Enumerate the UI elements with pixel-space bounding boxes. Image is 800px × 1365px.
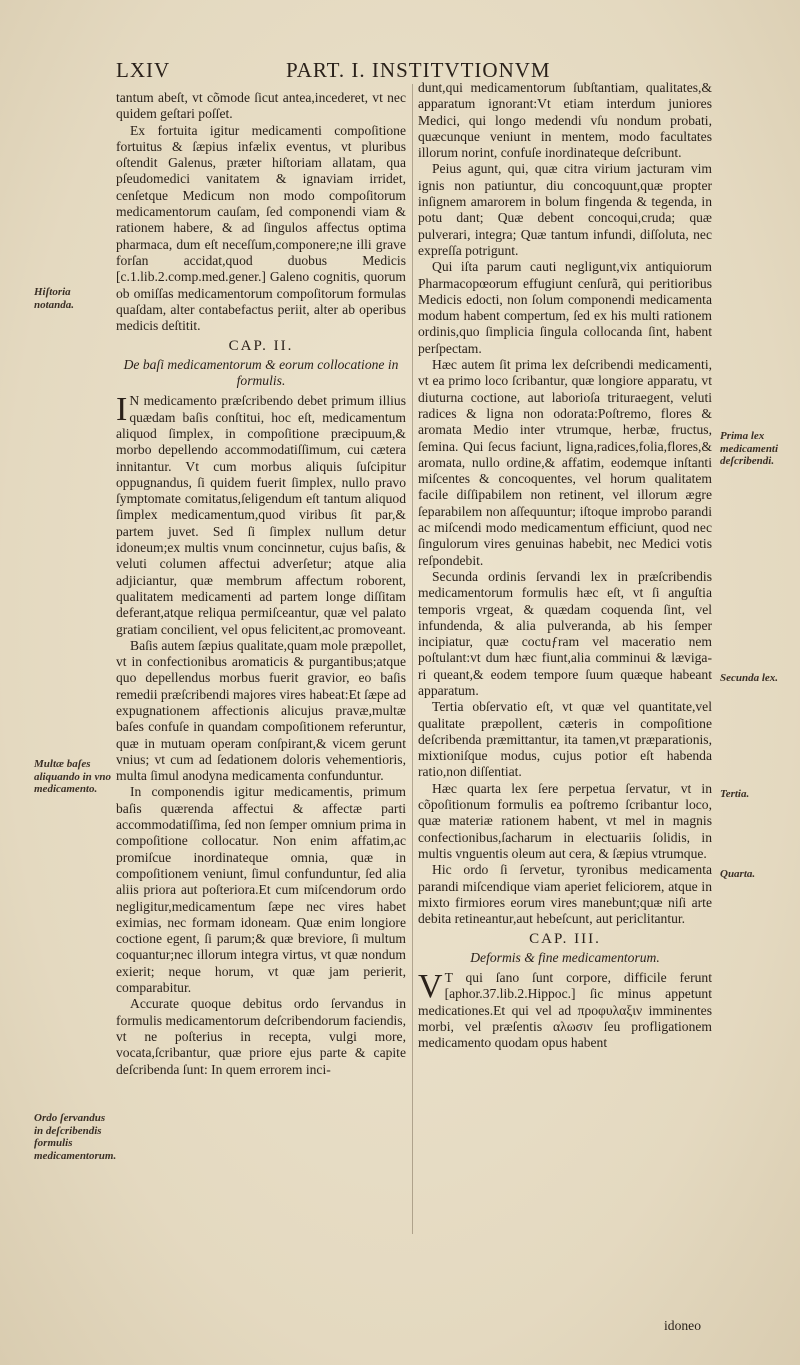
drop-capital: V [418,968,443,1006]
chapter-title: De baſi medicamentorum & eorum collocatione in formulis. [123,356,399,389]
chapter-heading: CAP. III. [529,931,601,948]
paragraph: Accurate quoque debitus ordo ſervandus in formulis medicamentorum deſcribendorum faciendis, vt ne poſterius in recepta, vulgi more, vocata,ſcribantur, quæ priore ejus parte & capite deſcribenda ſunt: In quem errorem inci- [116,996,406,1077]
margin-note-multae-bases: Multæ baſes aliquando in vno medicamento. [34,758,112,795]
paragraph: tantum abeſt, vt cõmode ſicut antea,incederet, vt nec quidem geſtari poſſet. [116,90,406,122]
margin-note-ordo: Ordo ſervandus in deſcribendis formulis medicamentorum. [34,1112,117,1162]
paragraph: Hic ordo ſi ſervetur, tyronibus medicamenta parandi miſcendique viam aperiet feliciorem, atque in mixto firmiores eorum vires manebunt;quæ niſi arte debita retineantur,aut hebeſcunt, aut periclitantur. [418,862,712,927]
catchword: idoneo [664,1318,701,1333]
column-divider [412,84,413,1234]
margin-note-prima-lex: Prima lex medicamenti deſcribendi. [720,430,779,467]
paragraph: Baſis autem ſæpius qualitate,quam mole præpollet, vt in confectionibus aromaticis & purgantibus;atque quo depellendus morbus fuerit gravior, eo baſis remedii præſcribendi majores vires habeat:Et ſæpe ad expugnationem affectionis alicujus pravæ,multæ baſes confuſe in quandam compoſitionem referuntur, quæ in mutuam operam conſpirant,& vicem gerunt vnius; vt cum ad ſedationem doloris vehementioris, multa ſimul anodyna medicamenta confunduntur. [116,637,406,784]
page-number: LXIV [116,58,171,82]
paragraph: Peius agunt, qui, quæ citra virium jacturam vim ignis non patiuntur, diu concoquunt,quæ propter inſignem amarorem in bolum fingenda & tegenda, in potu dant; Quæ debent concoqui,cruda; quæ pulverari, integra; Quæ tantum infundi, diſſoluta, nec expreſſa potrigunt. [418,161,712,258]
margin-note-historia: Hiſtoria notanda. [34,286,75,311]
running-title: PART. I. INSTITVTIONVM [286,58,551,82]
right-column [418,80,712,1052]
paragraph: Hæc autem ſit prima lex deſcribendi medicamenti, vt ea primo loco ſcribantur, quæ longiore apparatu, vt diuturna coctione, aut laborioſa trituraegent, veluti radices & ligna non odorata:Poſtremo, flores & aromata Medio inter vtrumque, herbæ, fructus, ſemina. Qui ſecus faciunt, ligna,radices,folia,flores,& aromata, nullo ordine,& affatim, eodemque inſtanti miſcentes & concoquentes, vel horum qualitatem facile diſſipabilem non retinent, vel illorum ægre ſeparabilem non aſſequuntur; iſtoque improbo parandi ac miſcendi modo medicamentum efficiunt, quod nec ſingulorum vires genuinas habebit, nec Medici votis reſpondebit. [418,357,712,568]
paragraph: Ex fortuita igitur medicamenti compoſitione fortuitus & ſæpius infælix eventus, vt pluribus oſtendit Galenus, præter hiſtoriam allatam, qua pſeudomedici vanitatem & ignaviam irridet, cenſetque Medicum non modo compoſitorum medicamentorum cauſam, ſed componendi viam & rationem habere, & ad ſingulos affectus optima pharmaca, dum eſt neceſſum,componere;ne illi grave forſan accidat,quod duobus Medicis [c.1.lib.2.comp.med.gener.] Galeno cognitis, quorum ob omiſſas medicamentorum compoſitorum formulas quaſdam, alter contabefactus periit, alter ab operibus medicis deſtitit. [116,122,406,334]
left-column [116,90,406,1078]
chapter-title: Deformis & fine medicamentorum. [470,949,660,965]
paragraph: Secunda ordinis ſervandi lex in præſcribendis medicamentorum formulis hæc eſt, vt ſi anguſtia temporis vrgeat, & quædam coquenda ſint, vel infundenda, & alia pulveranda, ab his ſemper incipiatur, quæ coctuƒram vel maceratio nem poſtulant:vt dum hæc fiunt,alia comminui & læviga- ri queant,& eodem tempore ſuum quæque habeant apparatum. [418,568,712,698]
paragraph: dunt,qui medicamentorum ſubſtantiam, qualitates,& apparatum ignorant:Vt etiam interdum juniores Medici, qui longo medendi vſu nondum probati, quæcunque veniunt in mentem, modo facultates illorum norint, confuſe inordinateque deſcribunt. [418,80,712,161]
paragraph: Qui iſta parum cauti negligunt,vix antiquiorum Pharmacopœorum effugiunt cenſurã, qui peritioribus Medicis edocti, non ſolum componendi medicamenta modum habent compertum, ſed ex his multi rationem ordinis,quo ſimplicia ſingula collocanda ſint, habent perſpectam. [418,259,712,356]
margin-note-quarta: Quarta. [720,868,756,880]
paragraph-text: T qui ſano ſunt corpore, difficile ferunt [aphor.37.lib.2.Hippoc.] ſic minus appetunt medicationes.Et qui vel ad προφυλαξιν imminentes morbi, vel præſentis αλωσιν ſeu profligationem medicamento quodam opus habent [418,970,712,1051]
paragraph-text: N medicamento præſcribendo debet primum illius quædam baſis conſtitui, hoc eſt, medicamentum aliquod ſimplex, in compoſitione præcipuum,& morbo depellendo accommodatiſſimum, cui cætera innitantur. Vt cum morbus aliquis ſuſcipitur oppugnandus, ſi quidem fuerit ſimplex, nullo pravo ſymptomate comitatus,ſeligendum eſt tantum aliquod ſimplex medicamentum,quod viribus ſit par,& partem juvet. Sed ſi ſimplex nullum detur idoneum;ex multis vnum concinnetur, cujus baſis, & veluti columen affectui adverſetur; atque alia adjiciantur, quæ membrum affectum roborent, qualitatem medicamenti ad partem longe diſſitam deferant,atque reliqua permiſceantur, quæ vel palato gratiam concilient, vel opus felicitent,ac promoveant. [116,393,406,637]
paragraph-dropcap [418,970,712,1051]
paragraph: Tertia obſervatio eſt, vt quæ vel quantitate,vel qualitate præpollent, cæteris in compoſitione deſcribenda præmittantur, ita tamen,vt præparationis, mixtioniſque modus, cujus potior eſt habenda ratio,non diſſentiat. [418,699,712,780]
paragraph: In componendis igitur medicamentis, primum baſis quærenda affectui & affectæ parti accommodatiſſima, ſed non ſemper omnium prima in compoſitione collocatur. Non enim affatim,ac promiſcue inordinateque omnia, quæ in compoſitionem veniunt, ſimul confunduntur, ſed alia aliis priora aut poſteriora.Et cum miſcendorum ordo negligitur,medicamentum ſæpe nec vires habet eximias, nec formam idoneam. Quæ enim longiore coctione egent, ſi parum;& quæ breviore, ſi multum coquantur;nec illorum integra virtus, vt quæ nondum exierit; neque horum, vt quæ jam perierit, comparabitur. [116,784,406,996]
paragraph-dropcap [116,393,406,637]
chapter-heading: CAP. II. [228,338,294,355]
margin-note-tertia: Tertia. [720,788,750,800]
margin-note-secunda-lex: Secunda lex. [720,672,779,684]
paragraph: Hæc quarta lex ſere perpetua ſervatur, vt in cõpoſitionum formulis ea poſtremo ſcribantur loco, quæ materiæ rationem habent, vt mel in magnis confectionibus,ſacharum in electuariis ſolidis, in multis vnguentis oleum aut cera, & ſæpius vtrumque. [418,780,712,861]
drop-capital: I [116,391,128,429]
